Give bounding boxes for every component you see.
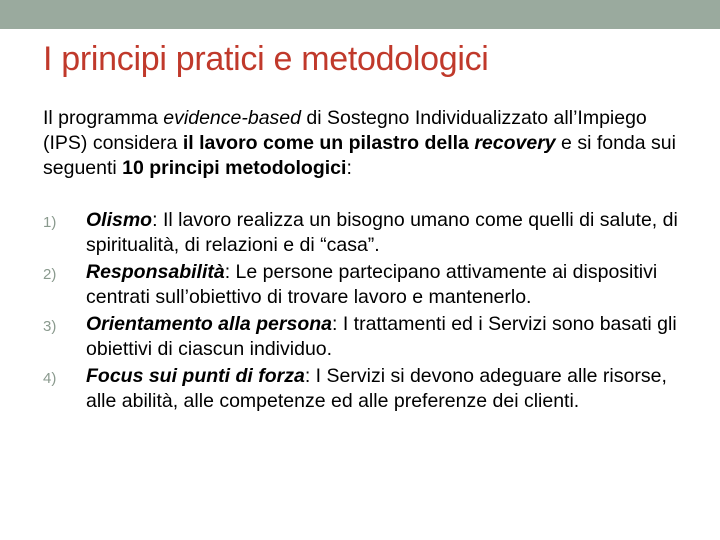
slide-title: I principi pratici e metodologici [43,40,489,78]
item-number: 4) [43,370,57,387]
principles-list [43,208,698,416]
intro-bold-pillar: il lavoro come un pilastro della [182,132,475,154]
intro-text-1: Il programma [43,107,164,129]
item-number: 3) [43,318,57,335]
intro-emphasis-evidence: evidence-based [163,107,301,129]
item-number: 2) [43,266,57,283]
list-item [43,312,698,362]
item-term: Responsabilità [86,261,225,283]
intro-text-2: di Sostegno Individualizzato all’Impiego (IPS) considera [43,107,647,154]
list-item [43,208,698,258]
list-item [43,260,698,310]
item-number: 1) [43,214,57,231]
item-text: : Le persone partecipano attivamente ai dispositivi centrati sull’obiettivo di trovare lavoro e mantenerlo. [86,261,658,308]
item-term: Orientamento alla persona [86,313,332,335]
intro-text-4: : [346,157,352,179]
intro-bold-principles: 10 principi metodologici [122,157,347,179]
item-term: Olismo [86,209,153,231]
intro-bold-recovery: recovery [474,132,556,154]
intro-text-3: e si fonda sui seguenti [43,132,676,179]
intro-paragraph [43,106,693,181]
item-text: : Il lavoro realizza un bisogno umano come quelli di salute, di spiritualità, di relazioni e di “casa”. [86,209,678,256]
item-term: Focus sui punti di forza [86,365,305,387]
list-item [43,364,698,414]
top-bar [0,0,720,29]
item-text: : I trattamenti ed i Servizi sono basati gli obiettivi di ciascun individuo. [86,313,677,360]
item-text: : I Servizi si devono adeguare alle risorse, alle abilità, alle competenze ed alle preferenze dei clienti. [86,365,667,412]
